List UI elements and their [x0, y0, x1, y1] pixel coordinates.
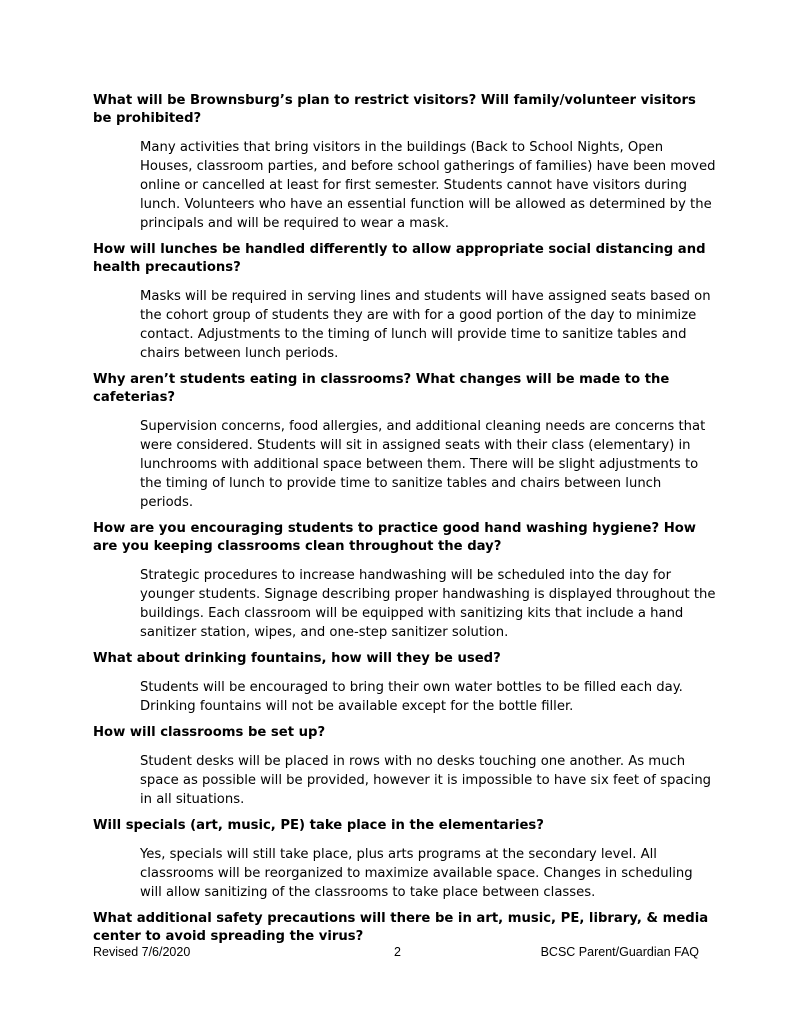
page-footer — [93, 945, 699, 965]
revision-date: Revised 7/6/2020 — [93, 945, 191, 959]
faq-item — [93, 520, 718, 642]
faq-item — [93, 650, 718, 716]
faq-item — [93, 371, 718, 512]
faq-item — [93, 817, 718, 902]
faq-answer: Student desks will be placed in rows with no desks touching one another. As much space as possible will be provided, however it is impossible to have six feet of spacing in all situations. — [140, 754, 712, 807]
faq-question: What about drinking fountains, how will they be used? — [93, 651, 501, 666]
faq-question: How will lunches be handled differently to allow appropriate social distancing and health precautions? — [93, 242, 706, 275]
document-title: BCSC Parent/Guardian FAQ — [540, 945, 699, 959]
faq-answer: Supervision concerns, food allergies, and additional cleaning needs are concerns that were considered. Students will sit in assigned seats with their class (elementary) in lunchrooms with additional space between them. There will be slight adjustments to the timing of lunch to provide time to sanitize tables and chairs between lunch periods. — [140, 419, 706, 510]
faq-question: Will specials (art, music, PE) take place in the elementaries? — [93, 818, 544, 833]
faq-question: What will be Brownsburg’s plan to restrict visitors? Will family/volunteer visitors be prohibited? — [93, 93, 696, 126]
faq-answer: Yes, specials will still take place, plus arts programs at the secondary level. All classrooms will be reorganized to maximize available space. Changes in scheduling will allow sanitizing of the classrooms to take place between classes. — [140, 847, 693, 900]
faq-item — [93, 910, 718, 946]
faq-answer: Students will be encouraged to bring their own water bottles to be filled each day. Drinking fountains will not be available except for the bottle filler. — [140, 680, 683, 714]
faq-item — [93, 92, 718, 233]
faq-question: How will classrooms be set up? — [93, 725, 326, 740]
faq-answer: Many activities that bring visitors in the buildings (Back to School Nights, Open Houses, classroom parties, and before school gatherings of families) have been moved online or cancelled at least for first semester. Students cannot have visitors during lunch. Volunteers who have an essential function will be allowed as determined by the principals and will be required to wear a mask. — [140, 140, 716, 231]
faq-question: Why aren’t students eating in classrooms? What changes will be made to the cafeterias? — [93, 372, 670, 405]
faq-question: What additional safety precautions will there be in art, music, PE, library, & media center to avoid spreading the virus? — [93, 911, 709, 944]
faq-question: How are you encouraging students to practice good hand washing hygiene? How are you keeping classrooms clean throughout the day? — [93, 521, 696, 554]
page-number: 2 — [394, 945, 401, 959]
faq-item — [93, 241, 718, 363]
faq-answer: Masks will be required in serving lines and students will have assigned seats based on the cohort group of students they are with for a good portion of the day to minimize contact. Adjustments to the timing of lunch will provide time to sanitize tables and chairs between lunch periods. — [140, 289, 711, 361]
faq-content — [93, 92, 718, 956]
faq-answer: Strategic procedures to increase handwashing will be scheduled into the day for younger students. Signage describing proper handwashing is displayed throughout the buildings. Each classroom will be equipped with sanitizing kits that include a hand sanitizer station, wipes, and one-step sanitizer solution. — [140, 568, 716, 640]
faq-item — [93, 724, 718, 809]
